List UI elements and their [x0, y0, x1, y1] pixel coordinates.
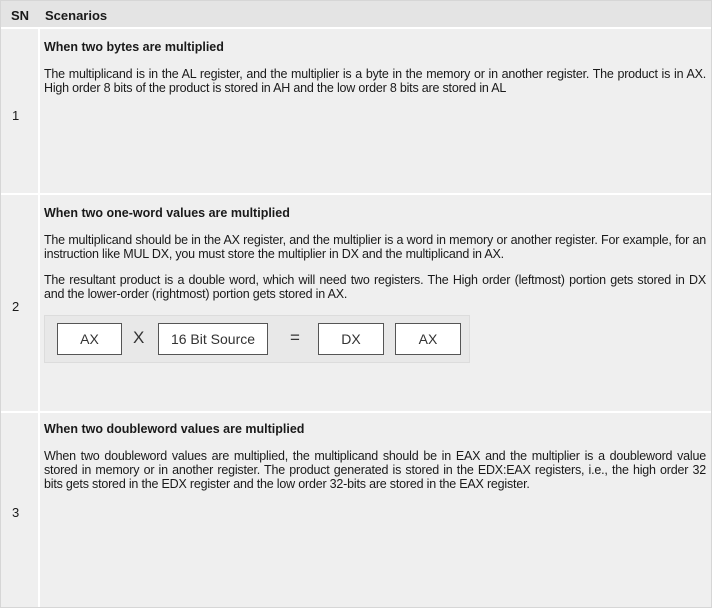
scenario-paragraph: The resultant product is a double word, which will need two registers. The High order (leftmost) portion gets stored in DX and the lower-order (rightmost) portion gets stored in AX.	[44, 273, 706, 301]
row-content	[44, 206, 706, 363]
scenario-paragraph: The multiplicand is in the AL register, and the multiplier is a byte in the memory or in another register. The product is in AX. High order 8 bits of the product is stored in AH and the low order 8 bits are stored in AL	[44, 67, 706, 95]
scenario-paragraph: The multiplicand should be in the AX register, and the multiplier is a word in memory or another register. For example, for an instruction like MUL DX, you must store the multiplier in DX and the multiplicand in AX.	[44, 233, 706, 261]
scenario-paragraph: When two doubleword values are multiplied, the multiplicand should be in EAX and the multiplier is a doubleword value stored in memory or in another register. The product generated is stored in the EDX:EAX registers, i.e., the high order 32 bits gets stored in the EDX register and the low order 32-bits are stored in the EAX register.	[44, 449, 706, 491]
scenario-title: When two doubleword values are multiplied	[44, 422, 305, 436]
row-number: 1	[12, 108, 20, 123]
row-number: 3	[12, 505, 20, 520]
header-scenarios: Scenarios	[45, 8, 108, 23]
register-box-dx: DX	[318, 323, 384, 355]
register-box-ax-result: AX	[395, 323, 461, 355]
register-box-ax: AX	[57, 323, 122, 355]
source-box: 16 Bit Source	[158, 323, 268, 355]
table-row	[1, 415, 711, 607]
header-sn: SN	[11, 8, 30, 23]
row-content	[44, 40, 706, 107]
equals-sign: =	[290, 328, 300, 347]
scenario-title: When two bytes are multiplied	[44, 40, 224, 54]
multiply-sign: X	[133, 328, 145, 347]
scenario-title: When two one-word values are multiplied	[44, 206, 290, 220]
table-row	[1, 197, 711, 413]
multiplication-diagram	[44, 315, 470, 363]
table-row	[1, 31, 711, 195]
table-header	[1, 1, 711, 29]
row-number: 2	[12, 299, 20, 314]
row-content	[44, 422, 706, 503]
